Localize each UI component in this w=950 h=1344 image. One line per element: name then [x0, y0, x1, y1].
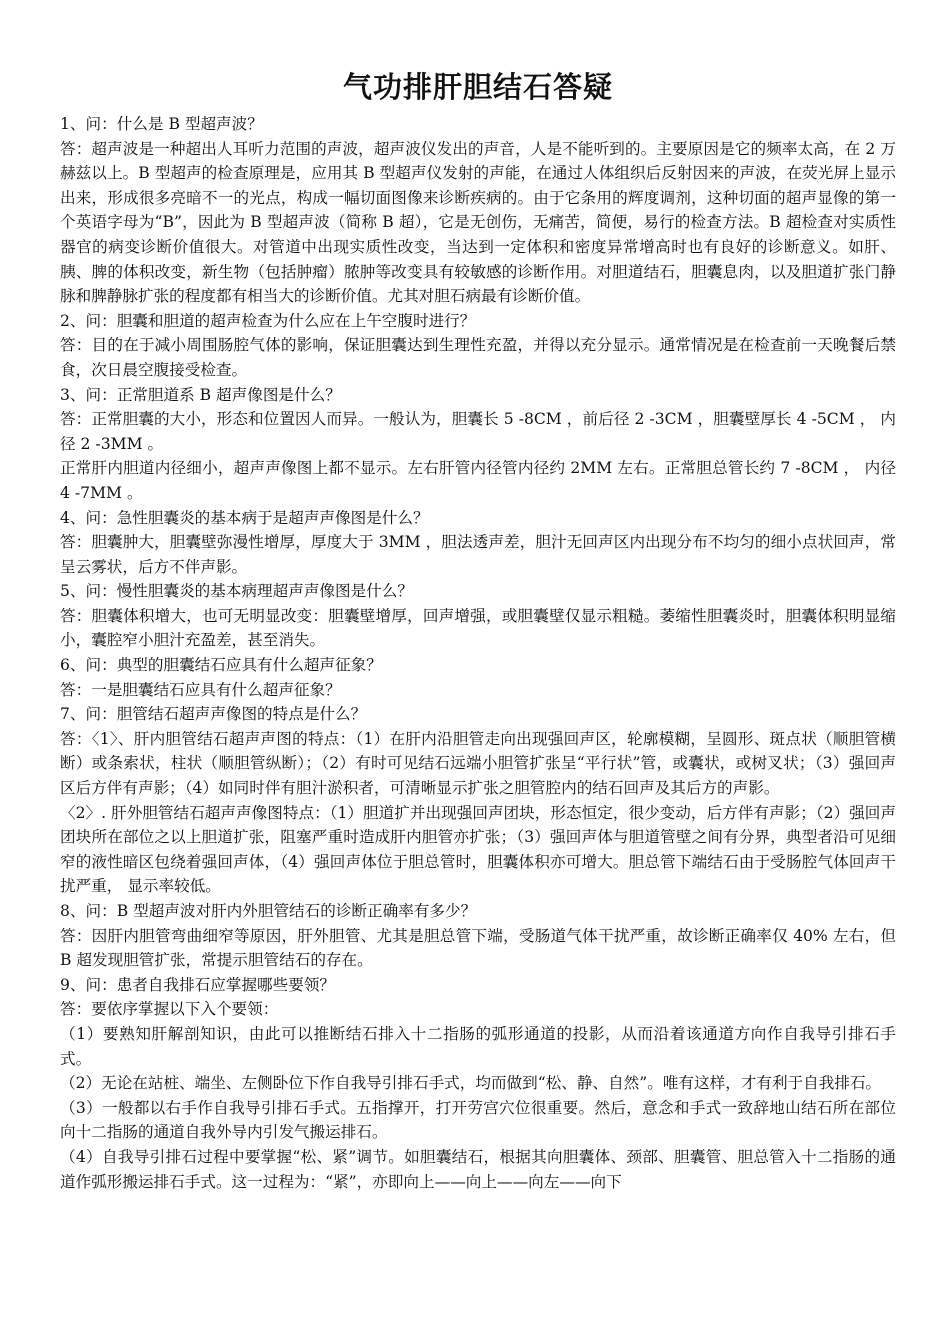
answer-paragraph: 正常肝内胆道内径细小，超声声像图上都不显示。左右肝管内径管内径约 2MM 左右。正常胆总管长约 7 -8CM ， 内径 4 -7MM 。 [60, 459, 896, 502]
document-body [60, 112, 896, 1194]
answer-paragraph: 答：要依序掌握以下入个要领： [60, 1000, 279, 1019]
answer-paragraph: 答：目的在于减小周围肠腔气体的影响，保证胆囊达到生理性充盈，并得以充分显示。通常情况是在检查前一天晚餐后禁食，次日晨空腹接受检查。 [60, 336, 896, 379]
question-paragraph: 3、问：正常胆道系 B 超声像图是什么？ [60, 385, 341, 404]
answer-paragraph: 答：超声波是一种超出人耳听力范围的声波，超声波仪发出的声音，人是不能听到的。主要原因是它的频率太高，在 2 万赫兹以上。B 型超声的检查原理是，应用其 B 型超声仪发射的声能，在通过人体组织后反射因来的声波，在荧光屏上显示出来，形成很多亮暗不一的光点，构成一幅切面图像来诊断疾病的。由于它条用的辉度调剂，这种切面的超声显像的第一个英语字母为“B”，因此为 B 型超声波（简称 B 超），它是无创伤，无痛苦，简便，易行的检查方法。B 超检查对实质性器官的病变诊断价值很大。对管道中出现实质性改变，当达到一定体积和密度异常增高时也有良好的诊断意义。如肝、胰、脾的体积改变，新生物（包括肿瘤）脓肿等改变具有较敏感的诊断作用。对胆道结石，胆囊息肉，以及胆道扩张门静脉和脾静脉扩张的程度都有相当大的诊断价值。尤其对胆石病最有诊断价值。 [60, 139, 896, 306]
question-paragraph: 4、问：急性胆囊炎的基本病于是超声声像图是什么？ [60, 508, 429, 527]
document-page [60, 62, 896, 1194]
document-title: 气功排肝胆结石答疑 [342, 70, 613, 104]
question-paragraph: 5、问：慢性胆囊炎的基本病理超声声像图是什么？ [60, 582, 413, 601]
question-paragraph: 1、问：什么是 B 型超声波？ [60, 115, 263, 133]
answer-paragraph: 答：因肝内胆管弯曲细窄等原因，肝外胆管、尤其是胆总管下端，受肠道气体干扰严重，故诊断正确率仅 40% 左右，但 B 超发现胆管扩张，常提示胆管结石的存在。 [60, 926, 896, 970]
question-paragraph: 8、问：B 型超声波对肝内外胆管结石的诊断正确率有多少？ [60, 902, 477, 920]
answer-paragraph: 答：胆囊肿大，胆囊壁弥漫性增厚，厚度大于 3MM ，胆法透声差，胆汁无回声区内出现分布不均匀的细小点状回声，常呈云雾状，后方不伴声影。 [60, 533, 896, 576]
question-paragraph: 9、问：患者自我排石应掌握哪些要领？ [60, 975, 336, 994]
answer-paragraph: 答：胆囊体积增大，也可无明显改变：胆囊壁增厚，回声增强，或胆囊壁仅显示粗糙。萎缩性胆囊炎时，胆囊体积明显缩小，囊腔窄小胆汁充盈差，甚至消失。 [60, 606, 896, 650]
list-item: （2）无论在站桩、端坐、左侧卧位下作自我导引排石手式，均而做到“松、静、自然”。唯有这样，才有利于自我排石。 [60, 1074, 882, 1093]
answer-paragraph: 〈2〉. 肝外胆管结石超声声像图特点：（1）胆道扩并出现强回声团块，形态恒定，很少变动，后方伴有声影；（2）强回声团块所在部位之以上胆道扩张，阻塞严重时造成肝内胆管亦扩张；（3）强回声体与胆道管壁之间有分界，典型者沿可见细窄的液性暗区包绕着强回声体，（4）强回声体位于胆总管时，胆囊体积亦可增大。胆总管下端结石由于受肠腔气体回声干扰严重， 显示率较低。 [60, 803, 896, 896]
question-paragraph: 7、问：胆管结石超声声像图的特点是什么？ [60, 705, 367, 724]
answer-paragraph: 答：正常胆囊的大小，形态和位置因人而异。一般认为，胆囊长 5 -8CM ，前后径 2 -3CM ，胆囊壁厚长 4 -5CM ， 内径 2 -3MM 。 [60, 410, 896, 453]
list-item: （4）自我导引排石过程中要掌握“松、紧”调节。如胆囊结石，根据其向胆囊体、颈部、胆囊管、胆总管入十二指肠的通道作弧形搬运排石手式。这一过程为：“紧”，亦即向上——向上——向左——向下 [60, 1147, 896, 1191]
question-paragraph: 2、问：胆囊和胆道的超声检查为什么应在上午空腹时进行？ [60, 311, 476, 330]
list-item: （1）要熟知肝解剖知识，由此可以推断结石排入十二指肠的弧形通道的投影，从而沿着该通道方向作自我导引排石手式。 [60, 1024, 896, 1068]
answer-paragraph: 答：一是胆囊结石应具有什么超声征象？ [60, 680, 341, 699]
answer-paragraph: 答：〈1〉、肝内胆管结石超声声图的特点：（1）在肝内沿胆管走向出现强回声区，轮廓模糊，呈圆形、斑点状（顺胆管横断）或条索状，柱状（顺胆管纵断）；（2）有时可见结石远端小胆管扩张呈“平行状”管，或囊状，或树叉状；（3）强回声区后方伴有声影；（4）如同时伴有胆汁淤积者，可清晰显示扩张之胆管腔内的结石回声及其后方的声影。 [60, 729, 896, 798]
list-item: （3）一般都以右手作自我导引排石手式。五指撑开，打开劳宫穴位很重要。然后，意念和手式一致辞地山结石所在部位向十二指肠的通道自我外导内引发气搬运排石。 [60, 1098, 896, 1142]
question-paragraph: 6、问：典型的胆囊结石应具有什么超声征象？ [60, 656, 382, 675]
